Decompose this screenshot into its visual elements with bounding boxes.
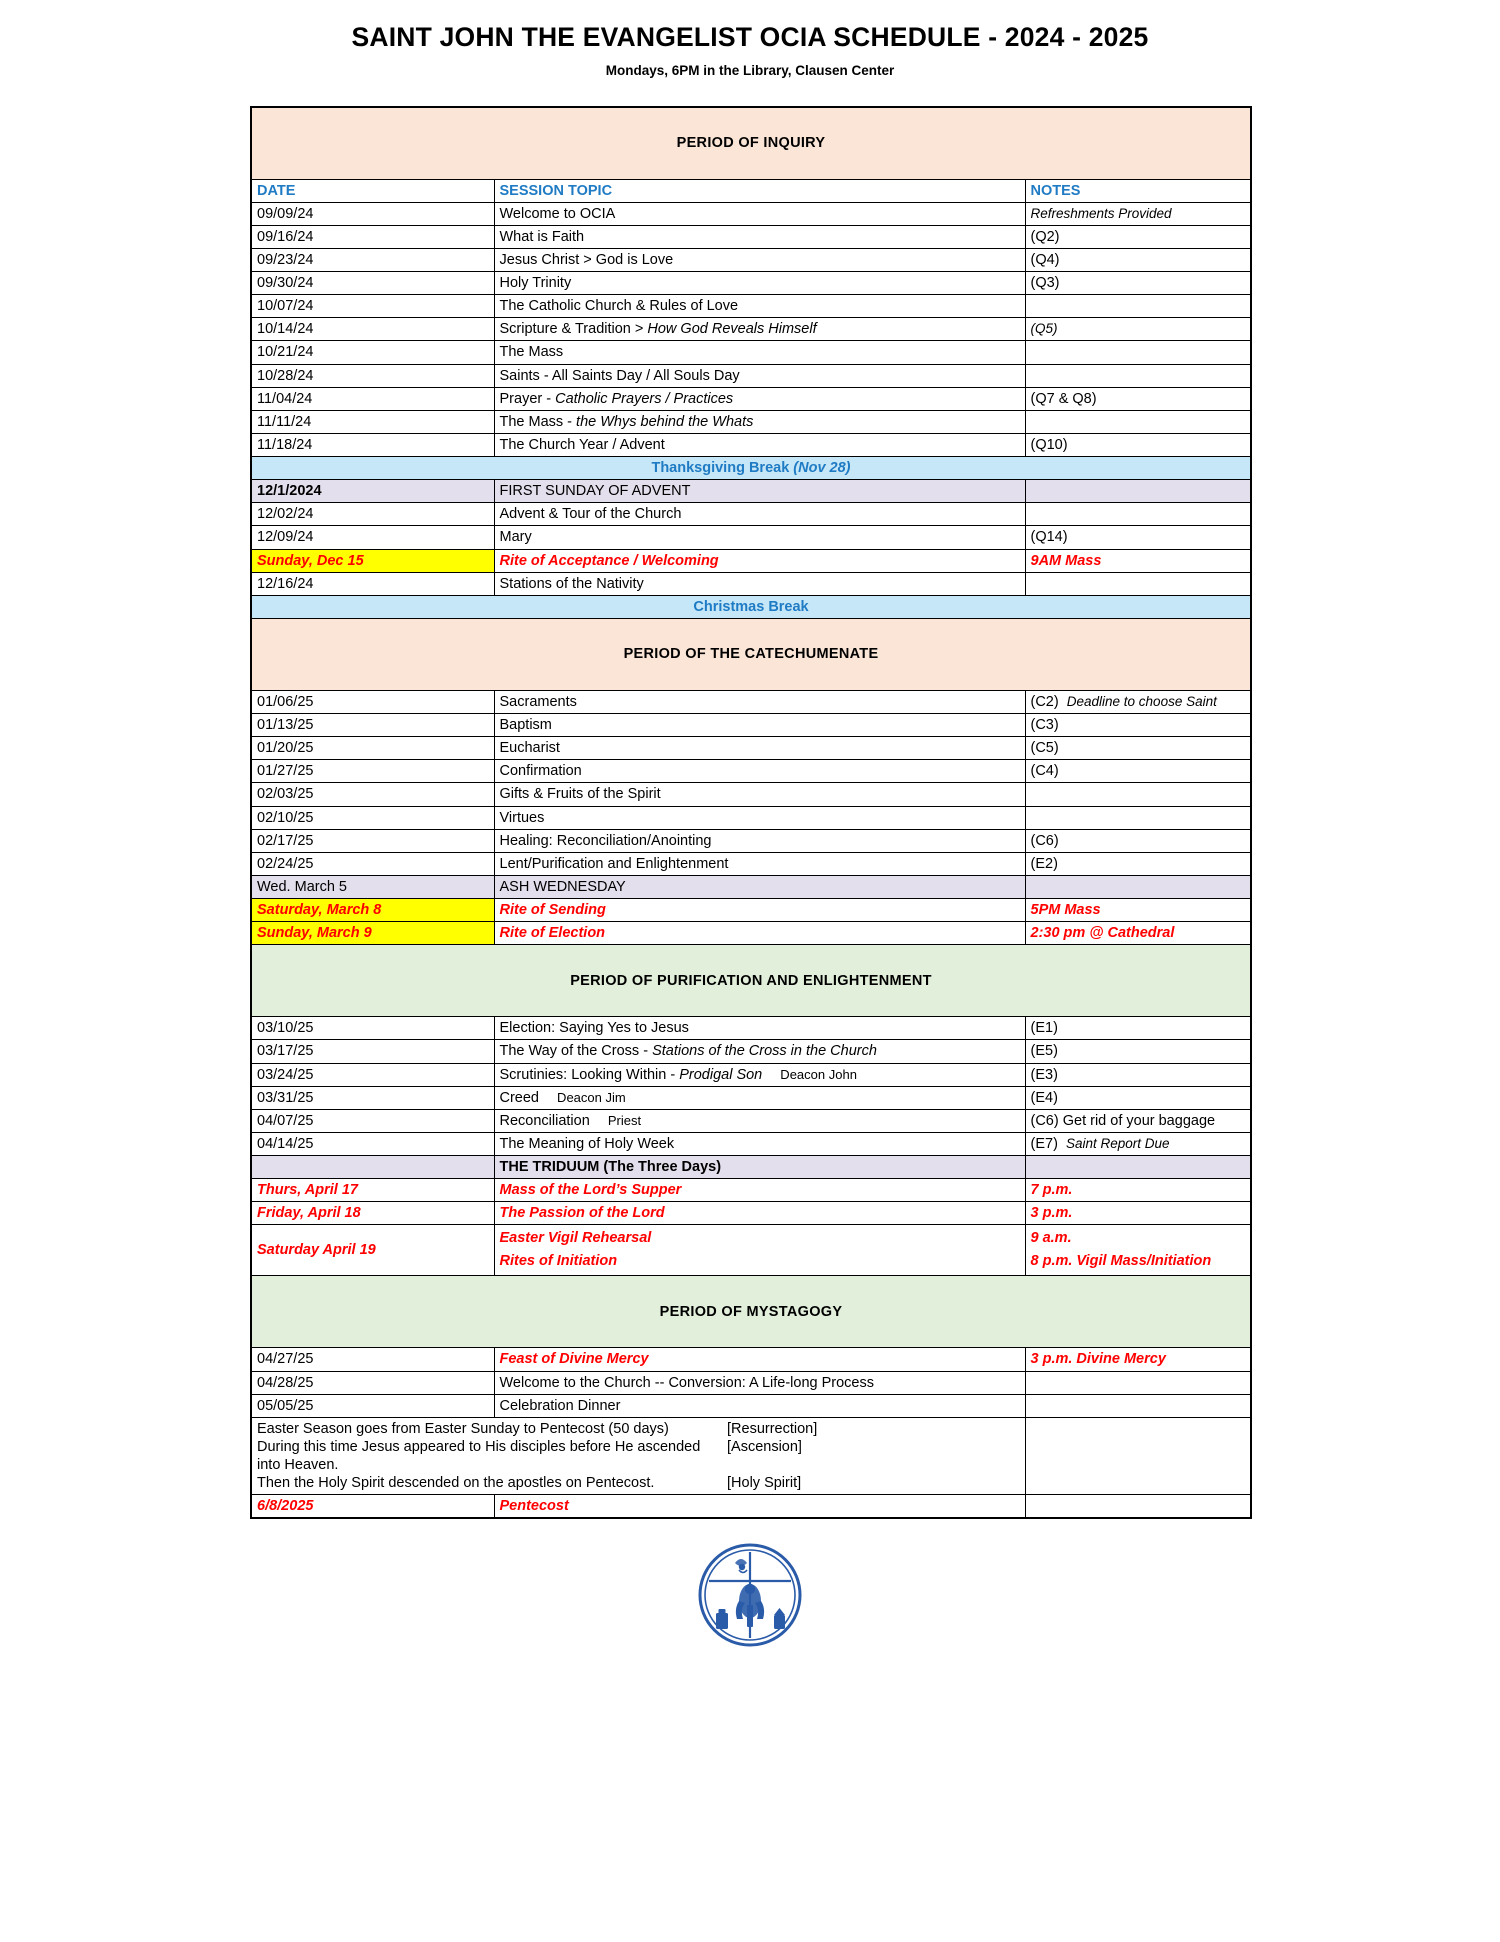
date-cell: 11/18/24 [251, 433, 494, 456]
table-row [251, 1348, 1251, 1371]
table-row [251, 248, 1251, 271]
notes-cell [1025, 480, 1251, 503]
session-topic-cell: Lent/Purification and Enlightenment [494, 852, 1025, 875]
thanksgiving-break-row-detail: (Nov 28) [793, 460, 851, 476]
date-cell: Saturday April 19 [251, 1225, 494, 1276]
table-row [251, 1086, 1251, 1109]
session-topic-cell: The Meaning of Holy Week [494, 1132, 1025, 1155]
table-row [251, 318, 1251, 341]
date-cell: 10/07/24 [251, 295, 494, 318]
session-topic-cell: Baptism [494, 714, 1025, 737]
table-row [251, 690, 1251, 713]
session-topic-cell: THE TRIDUUM (The Three Days) [494, 1156, 1025, 1179]
notes-cell [1025, 364, 1251, 387]
session-topic-cell: Creed Deacon Jim [494, 1086, 1025, 1109]
document-header [0, 0, 1500, 78]
column-header-notes: NOTES [1025, 179, 1251, 202]
date-cell: 6/8/2025 [251, 1495, 494, 1519]
topic-emphasis: Catholic Prayers / Practices [555, 390, 734, 407]
notes-emphasis: Deadline to choose Saint [1066, 693, 1217, 709]
notes-cell: 9AM Mass [1025, 549, 1251, 572]
column-header-topic: SESSION TOPIC [494, 179, 1025, 202]
session-topic-cell: Election: Saying Yes to Jesus [494, 1017, 1025, 1040]
table-row [251, 341, 1251, 364]
table-row [251, 202, 1251, 225]
date-cell: 04/07/25 [251, 1109, 494, 1132]
table-row [251, 1017, 1251, 1040]
date-cell: 05/05/25 [251, 1394, 494, 1417]
session-topic-cell: Welcome to OCIA [494, 202, 1025, 225]
notes-cell [1025, 503, 1251, 526]
notes-cell: (E1) [1025, 1017, 1251, 1040]
date-cell: Wed. March 5 [251, 875, 494, 898]
notes-cell: (C2) Deadline to choose Saint [1025, 690, 1251, 713]
easter-season-note [251, 1417, 1025, 1495]
schedule-table-body [251, 107, 1251, 1518]
schedule-table-wrapper [250, 106, 1250, 1519]
session-topic-cell: FIRST SUNDAY OF ADVENT [494, 480, 1025, 503]
notes-cell: (Q14) [1025, 526, 1251, 549]
period-header-inquiry-cell: PERIOD OF INQUIRY [251, 107, 1251, 179]
notes-cell: (Q7 & Q8) [1025, 387, 1251, 410]
notes-emphasis: Saint Report Due [1065, 1135, 1170, 1151]
date-cell: 09/23/24 [251, 248, 494, 271]
date-cell: 02/17/25 [251, 829, 494, 852]
date-cell: 03/24/25 [251, 1063, 494, 1086]
notes-cell [1025, 1495, 1251, 1519]
easter-note-tag: [Ascension] [727, 1438, 802, 1455]
notes-cell [1025, 1225, 1251, 1276]
presenter-label: Deacon John [762, 1066, 857, 1082]
date-cell: 01/13/25 [251, 714, 494, 737]
date-cell: Saturday, March 8 [251, 899, 494, 922]
table-row [251, 1040, 1251, 1063]
notes-cell [1025, 1156, 1251, 1179]
table-row [251, 387, 1251, 410]
notes-line-2: 8 p.m. Vigil Mass/Initiation [1030, 1253, 1212, 1270]
notes-emphasis: Refreshments Provided [1030, 205, 1172, 221]
schedule-table [250, 106, 1252, 1519]
table-row [251, 225, 1251, 248]
table-row [251, 1063, 1251, 1086]
easter-note-text: Easter Season goes from Easter Sunday to Pentecost (50 days) [257, 1420, 669, 1437]
session-topic-cell: Jesus Christ > God is Love [494, 248, 1025, 271]
notes-cell: 3 p.m. Divine Mercy [1025, 1348, 1251, 1371]
notes-cell: (E3) [1025, 1063, 1251, 1086]
period-header-mystagogy-cell: PERIOD OF MYSTAGOGY [251, 1276, 1251, 1348]
date-cell [251, 1156, 494, 1179]
table-row [251, 783, 1251, 806]
table-row [251, 410, 1251, 433]
date-cell: Thurs, April 17 [251, 1179, 494, 1202]
table-row [251, 806, 1251, 829]
parish-seal-logo [698, 1543, 802, 1652]
table-row [251, 572, 1251, 595]
easter-note-text: During this time Jesus appeared to His disciples before He ascended into Heaven. [257, 1438, 701, 1473]
easter-season-note-row [251, 1417, 1251, 1495]
date-cell: 04/28/25 [251, 1371, 494, 1394]
session-topic-cell: What is Faith [494, 225, 1025, 248]
rite-of-sending-row [251, 899, 1251, 922]
period-header-inquiry [251, 107, 1251, 179]
session-topic-cell: Holy Trinity [494, 272, 1025, 295]
table-row [251, 1394, 1251, 1417]
period-header-catechumenate-cell: PERIOD OF THE CATECHUMENATE [251, 618, 1251, 690]
session-topic-cell: The Way of the Cross - Stations of the Cross in the Church [494, 1040, 1025, 1063]
notes-line-1: 9 a.m. [1030, 1230, 1072, 1247]
page-subtitle: Mondays, 6PM in the Library, Clausen Center [605, 63, 895, 78]
notes-cell: 3 p.m. [1025, 1202, 1251, 1225]
date-cell: 01/20/25 [251, 737, 494, 760]
notes-cell [1025, 1394, 1251, 1417]
date-cell: 10/14/24 [251, 318, 494, 341]
easter-note-tag: [Resurrection] [727, 1420, 818, 1437]
notes-cell: (C6) Get rid of your baggage [1025, 1109, 1251, 1132]
session-topic-cell: Welcome to the Church -- Conversion: A Life-long Process [494, 1371, 1025, 1394]
session-topic-cell: Mary [494, 526, 1025, 549]
session-topic-cell: Rite of Election [494, 922, 1025, 945]
notes-cell [1025, 783, 1251, 806]
table-row [251, 737, 1251, 760]
christmas-break-row [251, 595, 1251, 618]
session-topic-cell: The Mass - the Whys behind the Whats [494, 410, 1025, 433]
easter-note-line [257, 1420, 1020, 1438]
table-row [251, 433, 1251, 456]
session-topic-cell: The Mass [494, 341, 1025, 364]
session-topic-cell: Rite of Sending [494, 899, 1025, 922]
notes-cell [1025, 410, 1251, 433]
table-row [251, 1109, 1251, 1132]
date-cell: Friday, April 18 [251, 1202, 494, 1225]
session-topic-cell: Celebration Dinner [494, 1394, 1025, 1417]
session-topic-cell: Scrutinies: Looking Within - Prodigal Son Deacon John [494, 1063, 1025, 1086]
notes-cell: (Q10) [1025, 433, 1251, 456]
date-cell: 11/04/24 [251, 387, 494, 410]
column-header-row [251, 179, 1251, 202]
date-cell: 02/24/25 [251, 852, 494, 875]
table-row [251, 1132, 1251, 1155]
period-header-catechumenate [251, 618, 1251, 690]
topic-emphasis: Stations of the Cross in the Church [652, 1043, 877, 1060]
notes-cell: (Q3) [1025, 272, 1251, 295]
session-topic-cell: Virtues [494, 806, 1025, 829]
topic-line-1: Easter Vigil Rehearsal [499, 1230, 652, 1247]
notes-cell: 2:30 pm @ Cathedral [1025, 922, 1251, 945]
page-title: SAINT JOHN THE EVANGELIST OCIA SCHEDULE - 2024 - 2025 [351, 22, 1149, 52]
session-topic-cell: Confirmation [494, 760, 1025, 783]
triduum-row [251, 1202, 1251, 1225]
period-header-mystagogy [251, 1276, 1251, 1348]
session-topic-cell: Saints - All Saints Day / All Souls Day [494, 364, 1025, 387]
table-row [251, 272, 1251, 295]
date-cell: 09/30/24 [251, 272, 494, 295]
easter-note-text: Then the Holy Spirit descended on the apostles on Pentecost. [257, 1475, 655, 1492]
notes-cell: (E7) Saint Report Due [1025, 1132, 1251, 1155]
date-cell: 09/09/24 [251, 202, 494, 225]
table-row [251, 503, 1251, 526]
session-topic-cell: The Passion of the Lord [494, 1202, 1025, 1225]
session-topic-cell [494, 1225, 1025, 1276]
presenter-label: Deacon Jim [539, 1089, 626, 1105]
date-cell: 04/27/25 [251, 1348, 494, 1371]
table-row [251, 1371, 1251, 1394]
session-topic-cell: Rite of Acceptance / Welcoming [494, 549, 1025, 572]
notes-cell: (C4) [1025, 760, 1251, 783]
topic-emphasis: the Whys behind the Whats [576, 413, 754, 430]
session-topic-cell: Pentecost [494, 1495, 1025, 1519]
presenter-label: Priest [589, 1112, 642, 1128]
christmas-break-row-cell: Christmas Break [251, 595, 1251, 618]
session-topic-cell: The Catholic Church & Rules of Love [494, 295, 1025, 318]
session-topic-cell: Stations of the Nativity [494, 572, 1025, 595]
date-cell: 10/21/24 [251, 341, 494, 364]
notes-cell: (E2) [1025, 852, 1251, 875]
column-header-date: DATE [251, 179, 494, 202]
easter-note-line [257, 1438, 1020, 1474]
topic-emphasis: Prodigal Son [679, 1066, 763, 1083]
table-row [251, 852, 1251, 875]
thanksgiving-break-row-cell: Thanksgiving Break (Nov 28) [251, 457, 1251, 480]
date-cell: 12/09/24 [251, 526, 494, 549]
session-topic-cell: Eucharist [494, 737, 1025, 760]
notes-cell: (E5) [1025, 1040, 1251, 1063]
rite-of-election-row [251, 922, 1251, 945]
date-cell: 04/14/25 [251, 1132, 494, 1155]
table-row [251, 364, 1251, 387]
date-cell: 03/31/25 [251, 1086, 494, 1109]
easter-note-tag: [Holy Spirit] [727, 1475, 802, 1492]
session-topic-cell: Healing: Reconciliation/Anointing [494, 829, 1025, 852]
notes-cell [1025, 341, 1251, 364]
notes-cell [1025, 1371, 1251, 1394]
first-sunday-advent-row [251, 480, 1251, 503]
pentecost-row [251, 1495, 1251, 1519]
date-cell: 11/11/24 [251, 410, 494, 433]
easter-note-line [257, 1474, 1020, 1492]
session-topic-cell: Sacraments [494, 690, 1025, 713]
thanksgiving-break-row [251, 457, 1251, 480]
topic-emphasis: How God Reveals Himself [647, 321, 817, 338]
date-cell: Sunday, March 9 [251, 922, 494, 945]
topic-line-2: Rites of Initiation [499, 1253, 618, 1270]
table-row [251, 829, 1251, 852]
session-topic-cell: Mass of the Lord’s Supper [494, 1179, 1025, 1202]
notes-cell: (E4) [1025, 1086, 1251, 1109]
table-row [251, 295, 1251, 318]
period-header-purification-cell: PERIOD OF PURIFICATION AND ENLIGHTENMENT [251, 945, 1251, 1017]
date-cell: 03/10/25 [251, 1017, 494, 1040]
session-topic-cell: Reconciliation Priest [494, 1109, 1025, 1132]
triduum-row [251, 1179, 1251, 1202]
notes-cell [1025, 1417, 1251, 1495]
date-cell: 12/02/24 [251, 503, 494, 526]
holy-saturday-row [251, 1225, 1251, 1276]
session-topic-cell: Advent & Tour of the Church [494, 503, 1025, 526]
notes-cell: (C6) [1025, 829, 1251, 852]
session-topic-cell: Gifts & Fruits of the Spirit [494, 783, 1025, 806]
session-topic-cell: ASH WEDNESDAY [494, 875, 1025, 898]
notes-cell: 5PM Mass [1025, 899, 1251, 922]
session-topic-cell: Feast of Divine Mercy [494, 1348, 1025, 1371]
ash-wednesday-row [251, 875, 1251, 898]
notes-cell [1025, 318, 1251, 341]
triduum-header-row [251, 1156, 1251, 1179]
notes-cell: (Q2) [1025, 225, 1251, 248]
period-header-purification [251, 945, 1251, 1017]
date-cell: 12/16/24 [251, 572, 494, 595]
date-cell: 02/03/25 [251, 783, 494, 806]
notes-cell: 7 p.m. [1025, 1179, 1251, 1202]
session-topic-cell: Prayer - Catholic Prayers / Practices [494, 387, 1025, 410]
date-cell: 12/1/2024 [251, 480, 494, 503]
table-row [251, 526, 1251, 549]
session-topic-cell: Scripture & Tradition > How God Reveals Himself [494, 318, 1025, 341]
table-row [251, 760, 1251, 783]
date-cell: 03/17/25 [251, 1040, 494, 1063]
date-cell: Sunday, Dec 15 [251, 549, 494, 572]
notes-cell [1025, 572, 1251, 595]
notes-cell [1025, 806, 1251, 829]
notes-cell: (C5) [1025, 737, 1251, 760]
notes-cell: (Q4) [1025, 248, 1251, 271]
date-cell: 09/16/24 [251, 225, 494, 248]
date-cell: 02/10/25 [251, 806, 494, 829]
notes-cell [1025, 202, 1251, 225]
session-topic-cell: The Church Year / Advent [494, 433, 1025, 456]
table-row [251, 714, 1251, 737]
date-cell: 01/06/25 [251, 690, 494, 713]
notes-cell: (C3) [1025, 714, 1251, 737]
notes-cell [1025, 875, 1251, 898]
rite-of-acceptance-row [251, 549, 1251, 572]
date-cell: 01/27/25 [251, 760, 494, 783]
logo-area [250, 1543, 1250, 1682]
date-cell: 10/28/24 [251, 364, 494, 387]
notes-cell [1025, 295, 1251, 318]
notes-emphasis: (Q5) [1030, 321, 1058, 337]
